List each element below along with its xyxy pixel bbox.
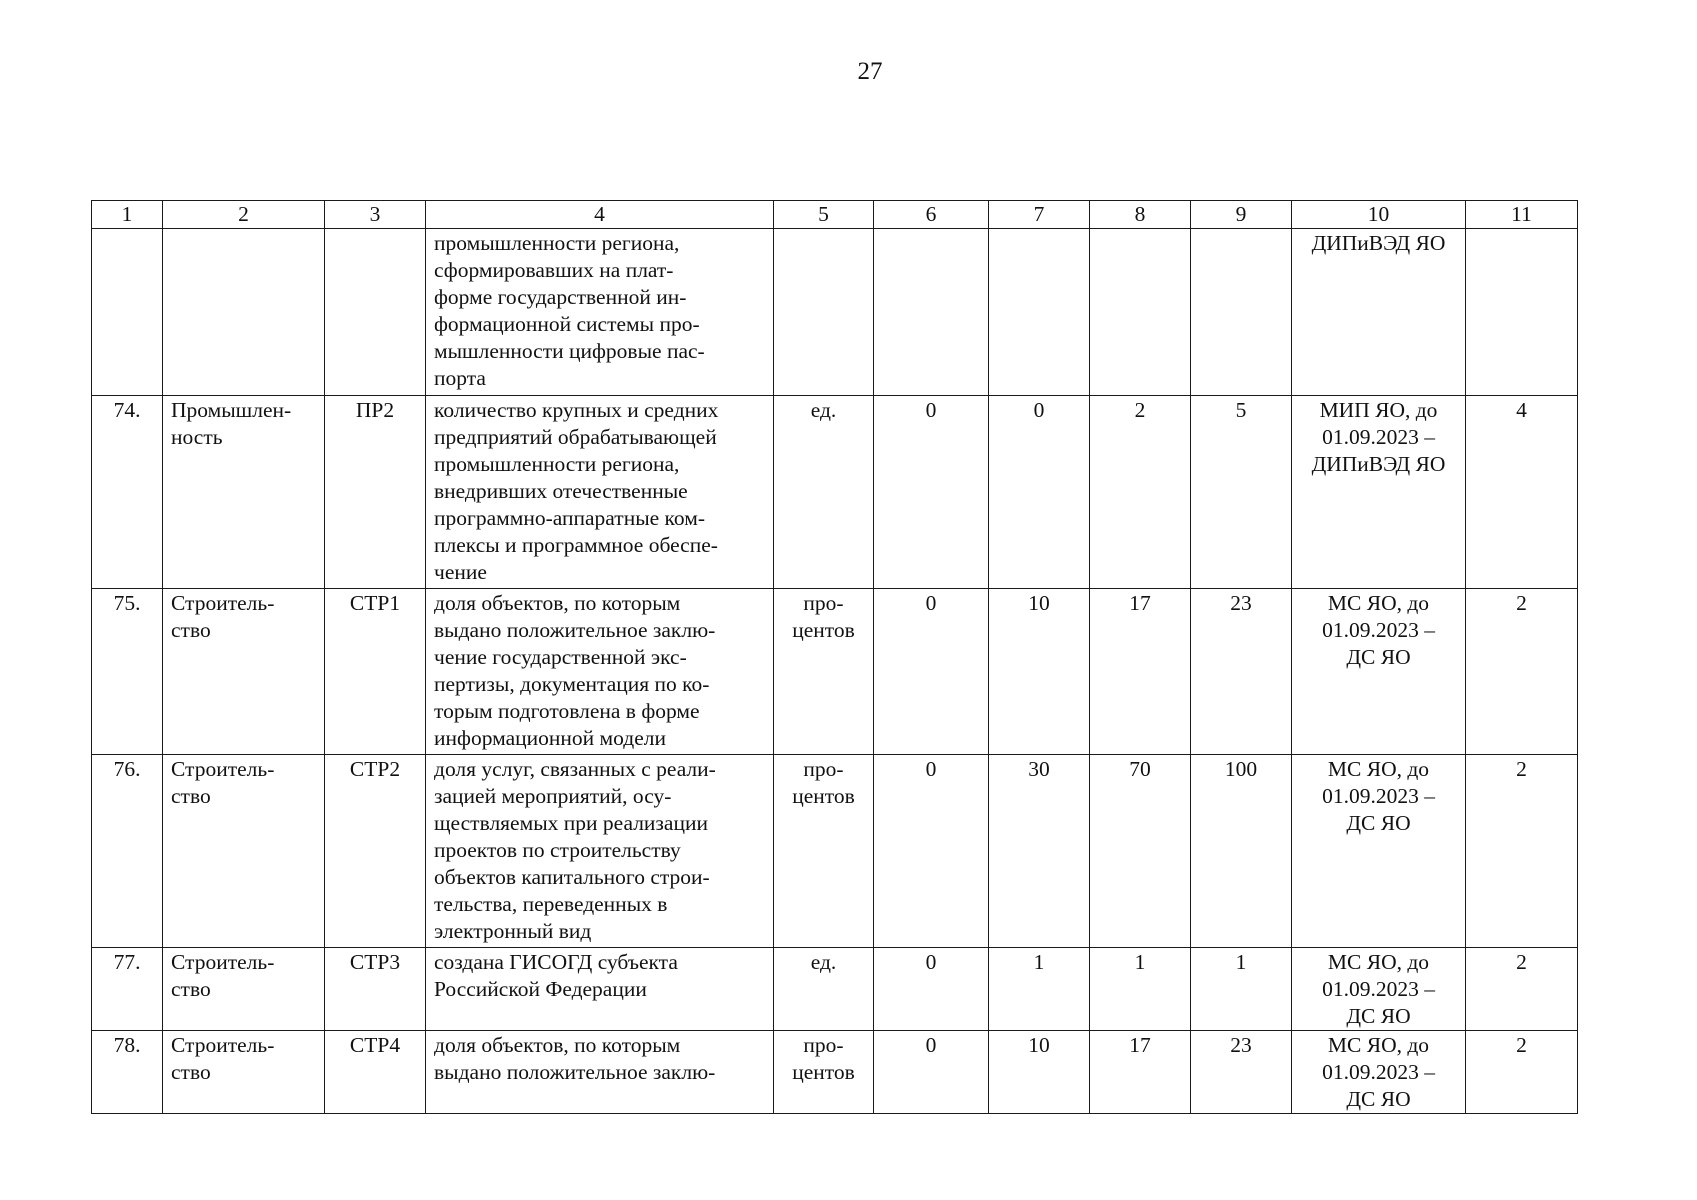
column-header: 8 xyxy=(1090,201,1191,229)
value-cell: 2 xyxy=(1466,948,1578,1031)
responsible-cell: ДИПиВЭД ЯО xyxy=(1292,229,1466,396)
value-cell: 5 xyxy=(1191,396,1292,589)
value-cell: 0 xyxy=(874,755,989,948)
value-cell: 100 xyxy=(1191,755,1292,948)
sector-cell: Промышлен- ность xyxy=(163,396,325,589)
sector-cell xyxy=(163,229,325,396)
code-cell: СТР4 xyxy=(325,1031,426,1114)
indicator-cell: промышленности региона, сформировавших на плат- форме государственной ин- формационной системы про- мышленности цифровые пас- порта xyxy=(426,229,774,396)
value-cell xyxy=(1191,229,1292,396)
code-cell xyxy=(325,229,426,396)
table-row xyxy=(92,229,1578,396)
value-cell: 0 xyxy=(874,396,989,589)
value-cell xyxy=(989,229,1090,396)
code-cell: СТР1 xyxy=(325,589,426,755)
value-cell: 17 xyxy=(1090,589,1191,755)
column-header: 4 xyxy=(426,201,774,229)
responsible-cell: МС ЯО, до 01.09.2023 – ДС ЯО xyxy=(1292,589,1466,755)
responsible-cell: МС ЯО, до 01.09.2023 – ДС ЯО xyxy=(1292,1031,1466,1114)
value-cell: 2 xyxy=(1090,396,1191,589)
row-number-cell: 75. xyxy=(92,589,163,755)
value-cell: 10 xyxy=(989,589,1090,755)
value-cell: 1 xyxy=(1090,948,1191,1031)
sector-cell: Строитель- ство xyxy=(163,589,325,755)
table-row xyxy=(92,755,1578,948)
value-cell: 1 xyxy=(989,948,1090,1031)
code-cell: ПР2 xyxy=(325,396,426,589)
indicator-cell: доля объектов, по которым выдано положительное заклю- xyxy=(426,1031,774,1114)
row-number-cell: 78. xyxy=(92,1031,163,1114)
value-cell: 0 xyxy=(989,396,1090,589)
value-cell: 0 xyxy=(874,589,989,755)
unit-cell: ед. xyxy=(774,948,874,1031)
column-header: 1 xyxy=(92,201,163,229)
value-cell: 70 xyxy=(1090,755,1191,948)
value-cell: 2 xyxy=(1466,755,1578,948)
value-cell xyxy=(874,229,989,396)
indicator-cell: доля объектов, по которым выдано положительное заклю- чение государственной экс- пертизы, документация по ко- торым подготовлена в форме информационной модели xyxy=(426,589,774,755)
indicator-cell: создана ГИСОГД субъекта Российской Федерации xyxy=(426,948,774,1031)
value-cell: 1 xyxy=(1191,948,1292,1031)
code-cell: СТР3 xyxy=(325,948,426,1031)
value-cell: 30 xyxy=(989,755,1090,948)
value-cell xyxy=(1466,229,1578,396)
indicators-table xyxy=(91,200,1578,1114)
row-number-cell: 77. xyxy=(92,948,163,1031)
value-cell: 0 xyxy=(874,1031,989,1114)
value-cell: 2 xyxy=(1466,1031,1578,1114)
column-header: 6 xyxy=(874,201,989,229)
column-header: 7 xyxy=(989,201,1090,229)
value-cell xyxy=(1090,229,1191,396)
value-cell: 23 xyxy=(1191,589,1292,755)
sector-cell: Строитель- ство xyxy=(163,948,325,1031)
responsible-cell: МС ЯО, до 01.09.2023 – ДС ЯО xyxy=(1292,948,1466,1031)
value-cell: 17 xyxy=(1090,1031,1191,1114)
unit-cell: про- центов xyxy=(774,589,874,755)
row-number-cell: 74. xyxy=(92,396,163,589)
value-cell: 4 xyxy=(1466,396,1578,589)
row-number-cell: 76. xyxy=(92,755,163,948)
unit-cell: ед. xyxy=(774,396,874,589)
unit-cell xyxy=(774,229,874,396)
value-cell: 10 xyxy=(989,1031,1090,1114)
value-cell: 0 xyxy=(874,948,989,1031)
table-row xyxy=(92,589,1578,755)
value-cell: 2 xyxy=(1466,589,1578,755)
indicator-cell: доля услуг, связанных с реали- зацией мероприятий, осу- ществляемых при реализации проектов по строительству объектов капитального строи- тельства, переведенных в электронный вид xyxy=(426,755,774,948)
responsible-cell: МИП ЯО, до 01.09.2023 – ДИПиВЭД ЯО xyxy=(1292,396,1466,589)
row-number-cell xyxy=(92,229,163,396)
responsible-cell: МС ЯО, до 01.09.2023 – ДС ЯО xyxy=(1292,755,1466,948)
column-header: 11 xyxy=(1466,201,1578,229)
page-number: 27 xyxy=(857,58,883,85)
column-header: 2 xyxy=(163,201,325,229)
unit-cell: про- центов xyxy=(774,1031,874,1114)
table-row xyxy=(92,1031,1578,1114)
column-header: 3 xyxy=(325,201,426,229)
indicator-cell: количество крупных и средних предприятий обрабатывающей промышленности региона, внедривших отечественные программно-аппаратные ком- плексы и программное обеспе- чение xyxy=(426,396,774,589)
column-header: 5 xyxy=(774,201,874,229)
column-header: 9 xyxy=(1191,201,1292,229)
code-cell: СТР2 xyxy=(325,755,426,948)
unit-cell: про- центов xyxy=(774,755,874,948)
table-row xyxy=(92,948,1578,1031)
value-cell: 23 xyxy=(1191,1031,1292,1114)
column-header: 10 xyxy=(1292,201,1466,229)
column-number-header-row xyxy=(92,201,1578,229)
sector-cell: Строитель- ство xyxy=(163,1031,325,1114)
sector-cell: Строитель- ство xyxy=(163,755,325,948)
table-row xyxy=(92,396,1578,589)
